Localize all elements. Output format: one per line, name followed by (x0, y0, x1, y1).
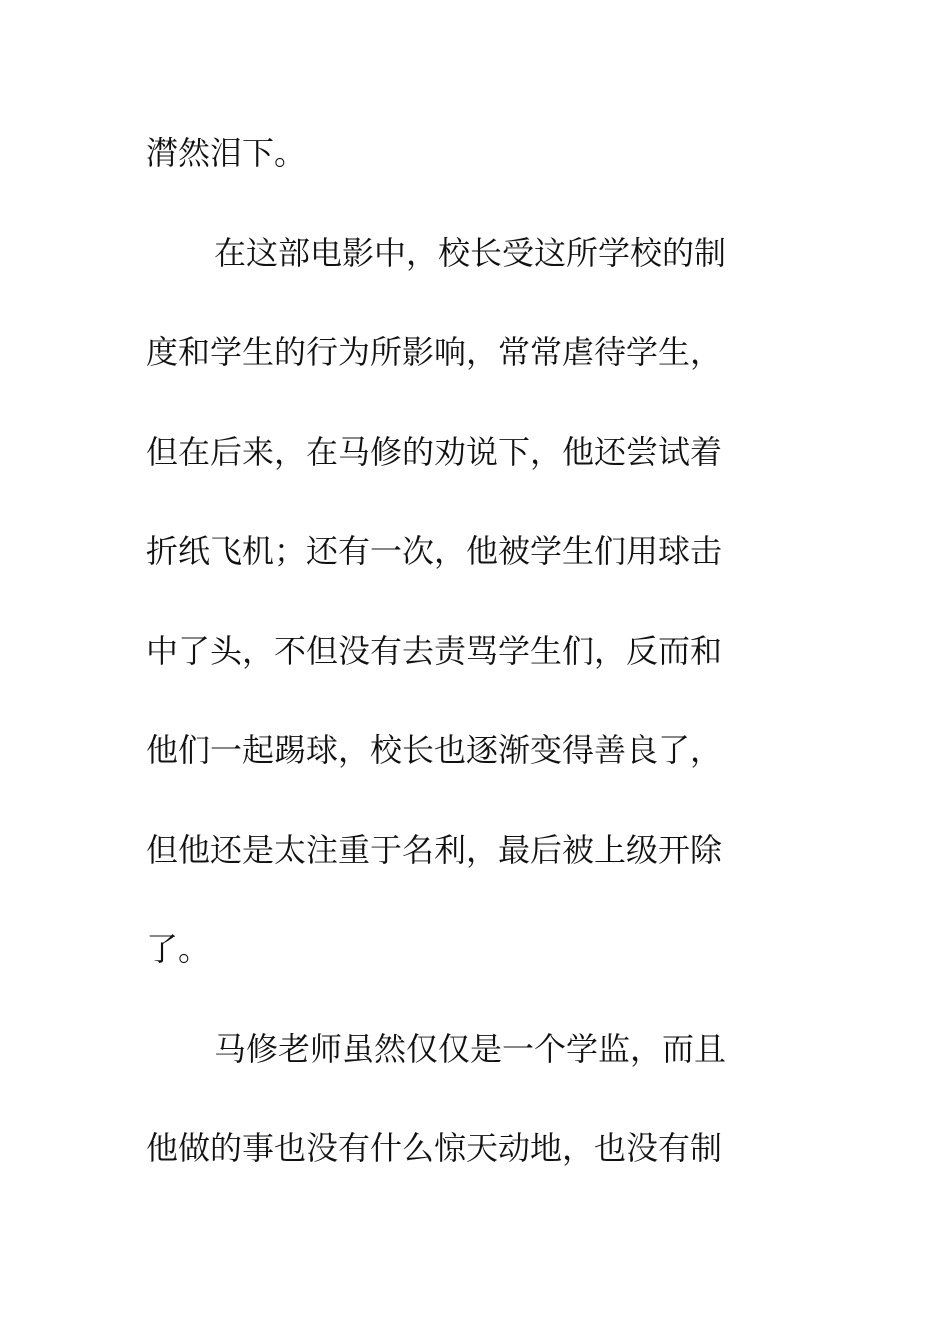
paragraph-start-line: 在这部电影中，校长受这所学校的制 (214, 233, 727, 272)
text-line: 潸然泪下。 (146, 134, 307, 172)
text-line: 他们一起踢球，校长也逐渐变得善良了， (146, 731, 723, 769)
text-line: 折纸飞机；还有一次，他被学生们用球击 (146, 532, 723, 570)
text-line: 了。 (146, 930, 211, 968)
text-line: 度和学生的行为所影响，常常虐待学生， (146, 333, 723, 371)
paragraph-start-line: 马修老师虽然仅仅是一个学监，而且 (214, 1029, 727, 1068)
text-line: 他做的事也没有什么惊天动地，也没有制 (146, 1129, 723, 1167)
text-line: 中了头，不但没有去责骂学生们，反而和 (146, 631, 723, 670)
body-text (146, 128, 786, 1223)
text-line: 但在后来，在马修的劝说下，他还尝试着 (146, 432, 723, 471)
text-line: 但他还是太注重于名利，最后被上级开除 (146, 830, 723, 869)
